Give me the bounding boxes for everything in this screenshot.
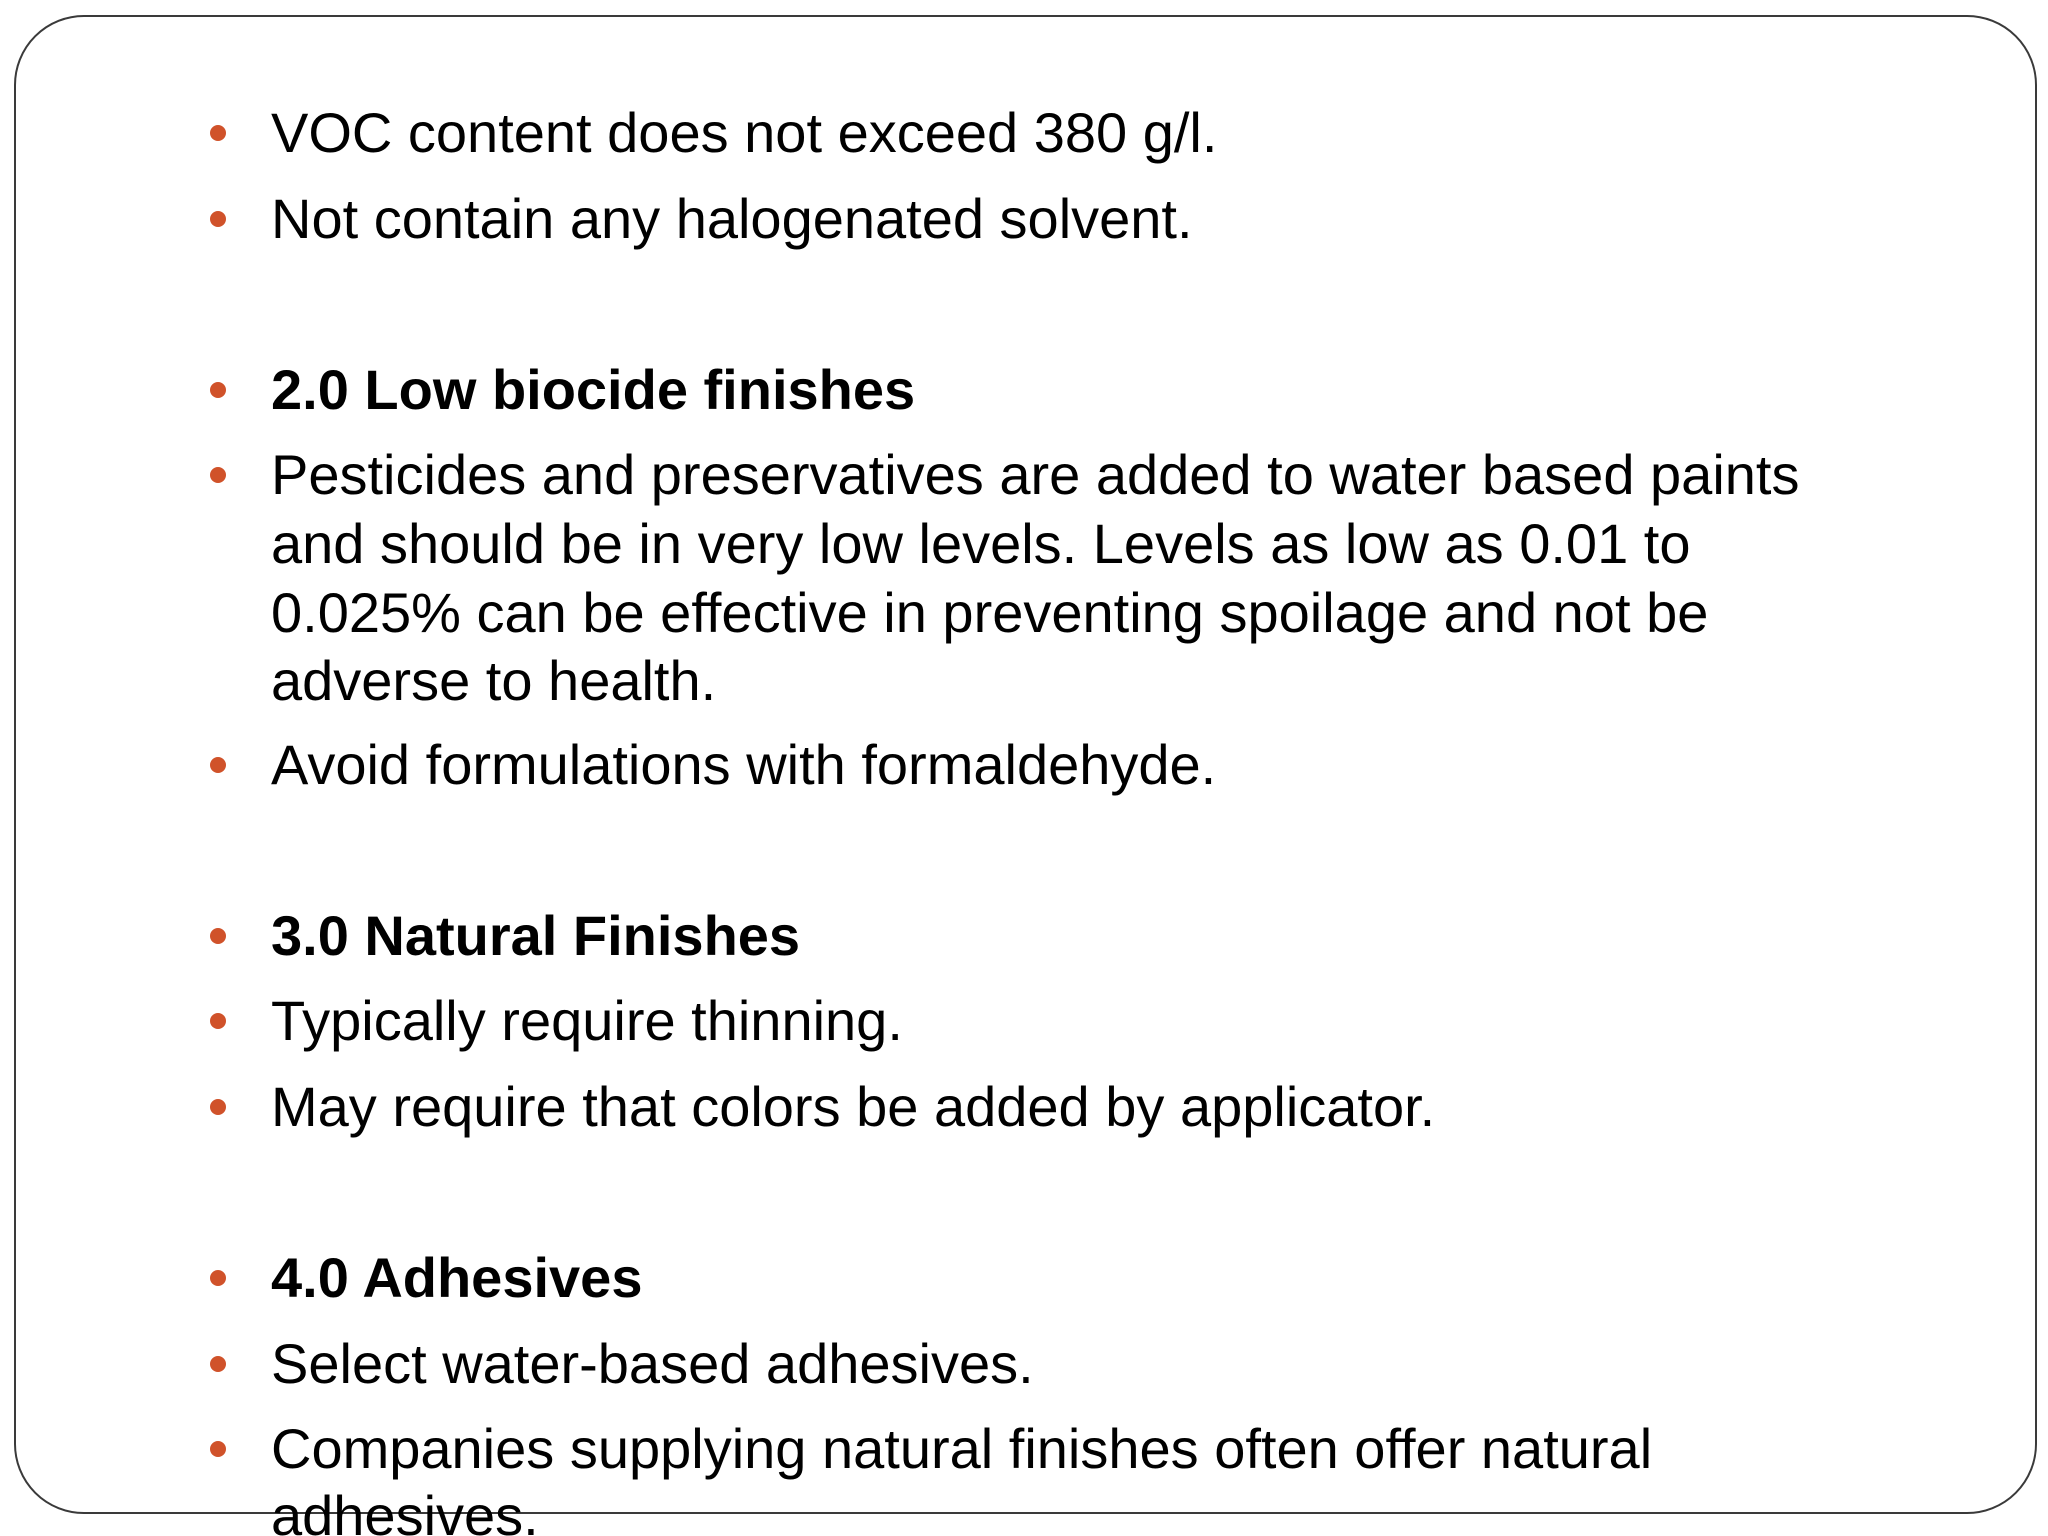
list-item: Avoid formulations with formaldehyde. [271,733,1217,796]
bullet-icon [210,1013,226,1029]
bullet-icon [210,211,226,227]
section-heading: 2.0 Low biocide finishes [271,358,916,421]
list-item-line: and should be in very low levels. Levels as low as 0.01 to [271,512,1691,575]
section-heading: 4.0 Adhesives [271,1246,643,1309]
list-item-line: Companies supplying natural finishes often offer natural [271,1417,1653,1480]
list-item-line: adhesives. [271,1484,539,1536]
bullet-icon [210,467,226,483]
bullet-icon [210,125,226,141]
list-item-line: adverse to health. [271,649,717,712]
list-item: VOC content does not exceed 380 g/l. [271,101,1218,164]
list-item: Not contain any halogenated solvent. [271,187,1193,250]
bullet-icon [210,1270,226,1286]
bullet-icon [210,382,226,398]
list-item-line: Pesticides and preservatives are added to water based paints [271,443,1800,506]
list-item: Typically require thinning. [271,989,903,1052]
bullet-icon [210,757,226,773]
bullet-icon [210,1099,226,1115]
bullet-icon [210,1441,226,1457]
bullet-icon [210,1356,226,1372]
list-item: Select water-based adhesives. [271,1332,1034,1395]
list-item: May require that colors be added by applicator. [271,1075,1436,1138]
bullet-icon [210,928,226,944]
list-item-line: 0.025% can be effective in preventing spoilage and not be [271,581,1709,644]
section-heading: 3.0 Natural Finishes [271,904,801,967]
